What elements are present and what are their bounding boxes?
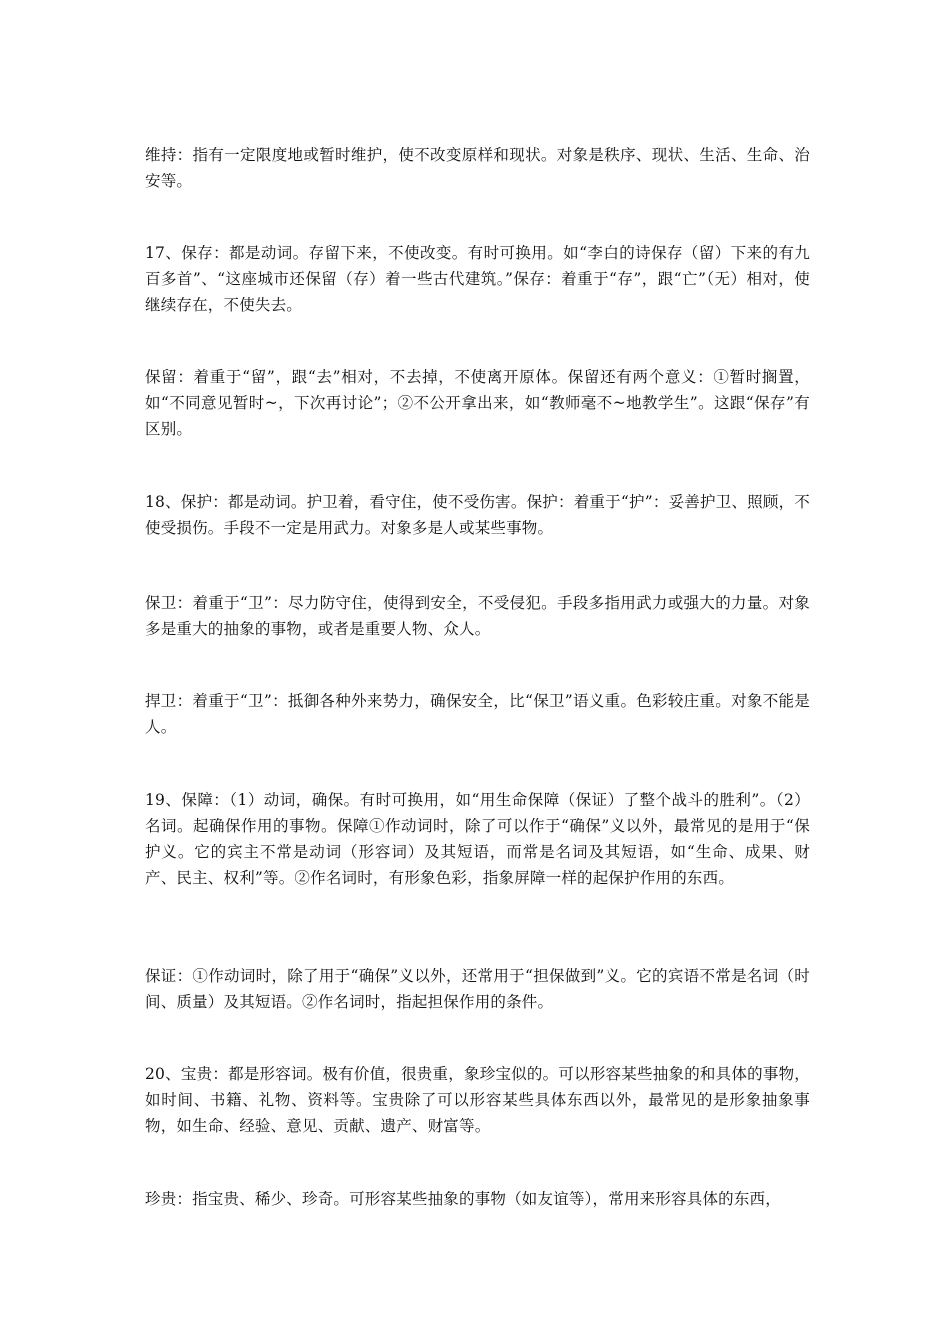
paragraph-17-baocun: 17、保存：都是动词。存留下来，不使改变。有时可换用。如“李白的诗保存（留）下来的有九百多首”、“这座城市还保留（存）着一些古代建筑。”保存：着重于“存”，跟“亡”（无）相对，使继续存在，不使失去。 [145,244,810,314]
paragraph-20-baogui: 20、宝贵：都是形容词。极有价值，很贵重，象珍宝似的。可以形容某些抽象的和具体的事物，如时间、书籍、礼物、资料等。宝贵除了可以形容某些具体东西以外，最常见的是形象抽象事物，如生命、经验、意见、贡献、遗产、财富等。 [145,1065,810,1135]
paragraph-baozheng: 保证：①作动词时，除了用于“确保”义以外，还常用于“担保做到”义。它的宾语不常是名词（时间、质量）及其短语。②作名词时，指起担保作用的条件。 [145,967,810,1011]
paragraph-19-baozhang: 19、保障：（1）动词，确保。有时可换用，如“用生命保障（保证）了整个战斗的胜利”。（2）名词。起确保作用的事物。保障①作动词时，除了可以作于“确保”义以外，最常见的是用于“保护义。它的宾主不常是动词（形容词）及其短语，而常是名词及其短语，如“生命、成果、财产、民主、权利”等。②作名词时，有形象色彩，指象屏障一样的起保护作用的东西。 [145,791,810,887]
paragraph-baoliu: 保留：着重于“留”，跟“去”相对，不去掉，不使离开原体。保留还有两个意义：①暂时搁置，如“不同意见暂时~，下次再讨论”；②不公开拿出来，如“教师毫不~地教学生”。这跟“保存”有区别。 [145,368,810,438]
paragraph-hanwei: 捍卫：着重于“卫”：抵御各种外来势力，确保安全，比“保卫”语义重。色彩较庄重。对象不能是人。 [145,692,810,736]
paragraph-18-baohu: 18、保护：都是动词。护卫着，看守住，使不受伤害。保护：着重于“护”：妥善护卫、照顾，不使受损伤。手段不一定是用武力。对象多是人或某些事物。 [145,493,810,537]
paragraph-zhengui: 珍贵：指宝贵、稀少、珍奇。可形容某些抽象的事物（如友谊等），常用来形容具体的东西， [145,1190,781,1208]
paragraph-weichi: 维持：指有一定限度地或暂时维护，使不改变原样和现状。对象是秩序、现状、生活、生命、治安等。 [145,146,810,190]
paragraph-baowei: 保卫：着重于“卫”：尽力防守住，使得到安全，不受侵犯。手段多指用武力或强大的力量。对象多是重大的抽象的事物，或者是重要人物、众人。 [145,594,810,638]
